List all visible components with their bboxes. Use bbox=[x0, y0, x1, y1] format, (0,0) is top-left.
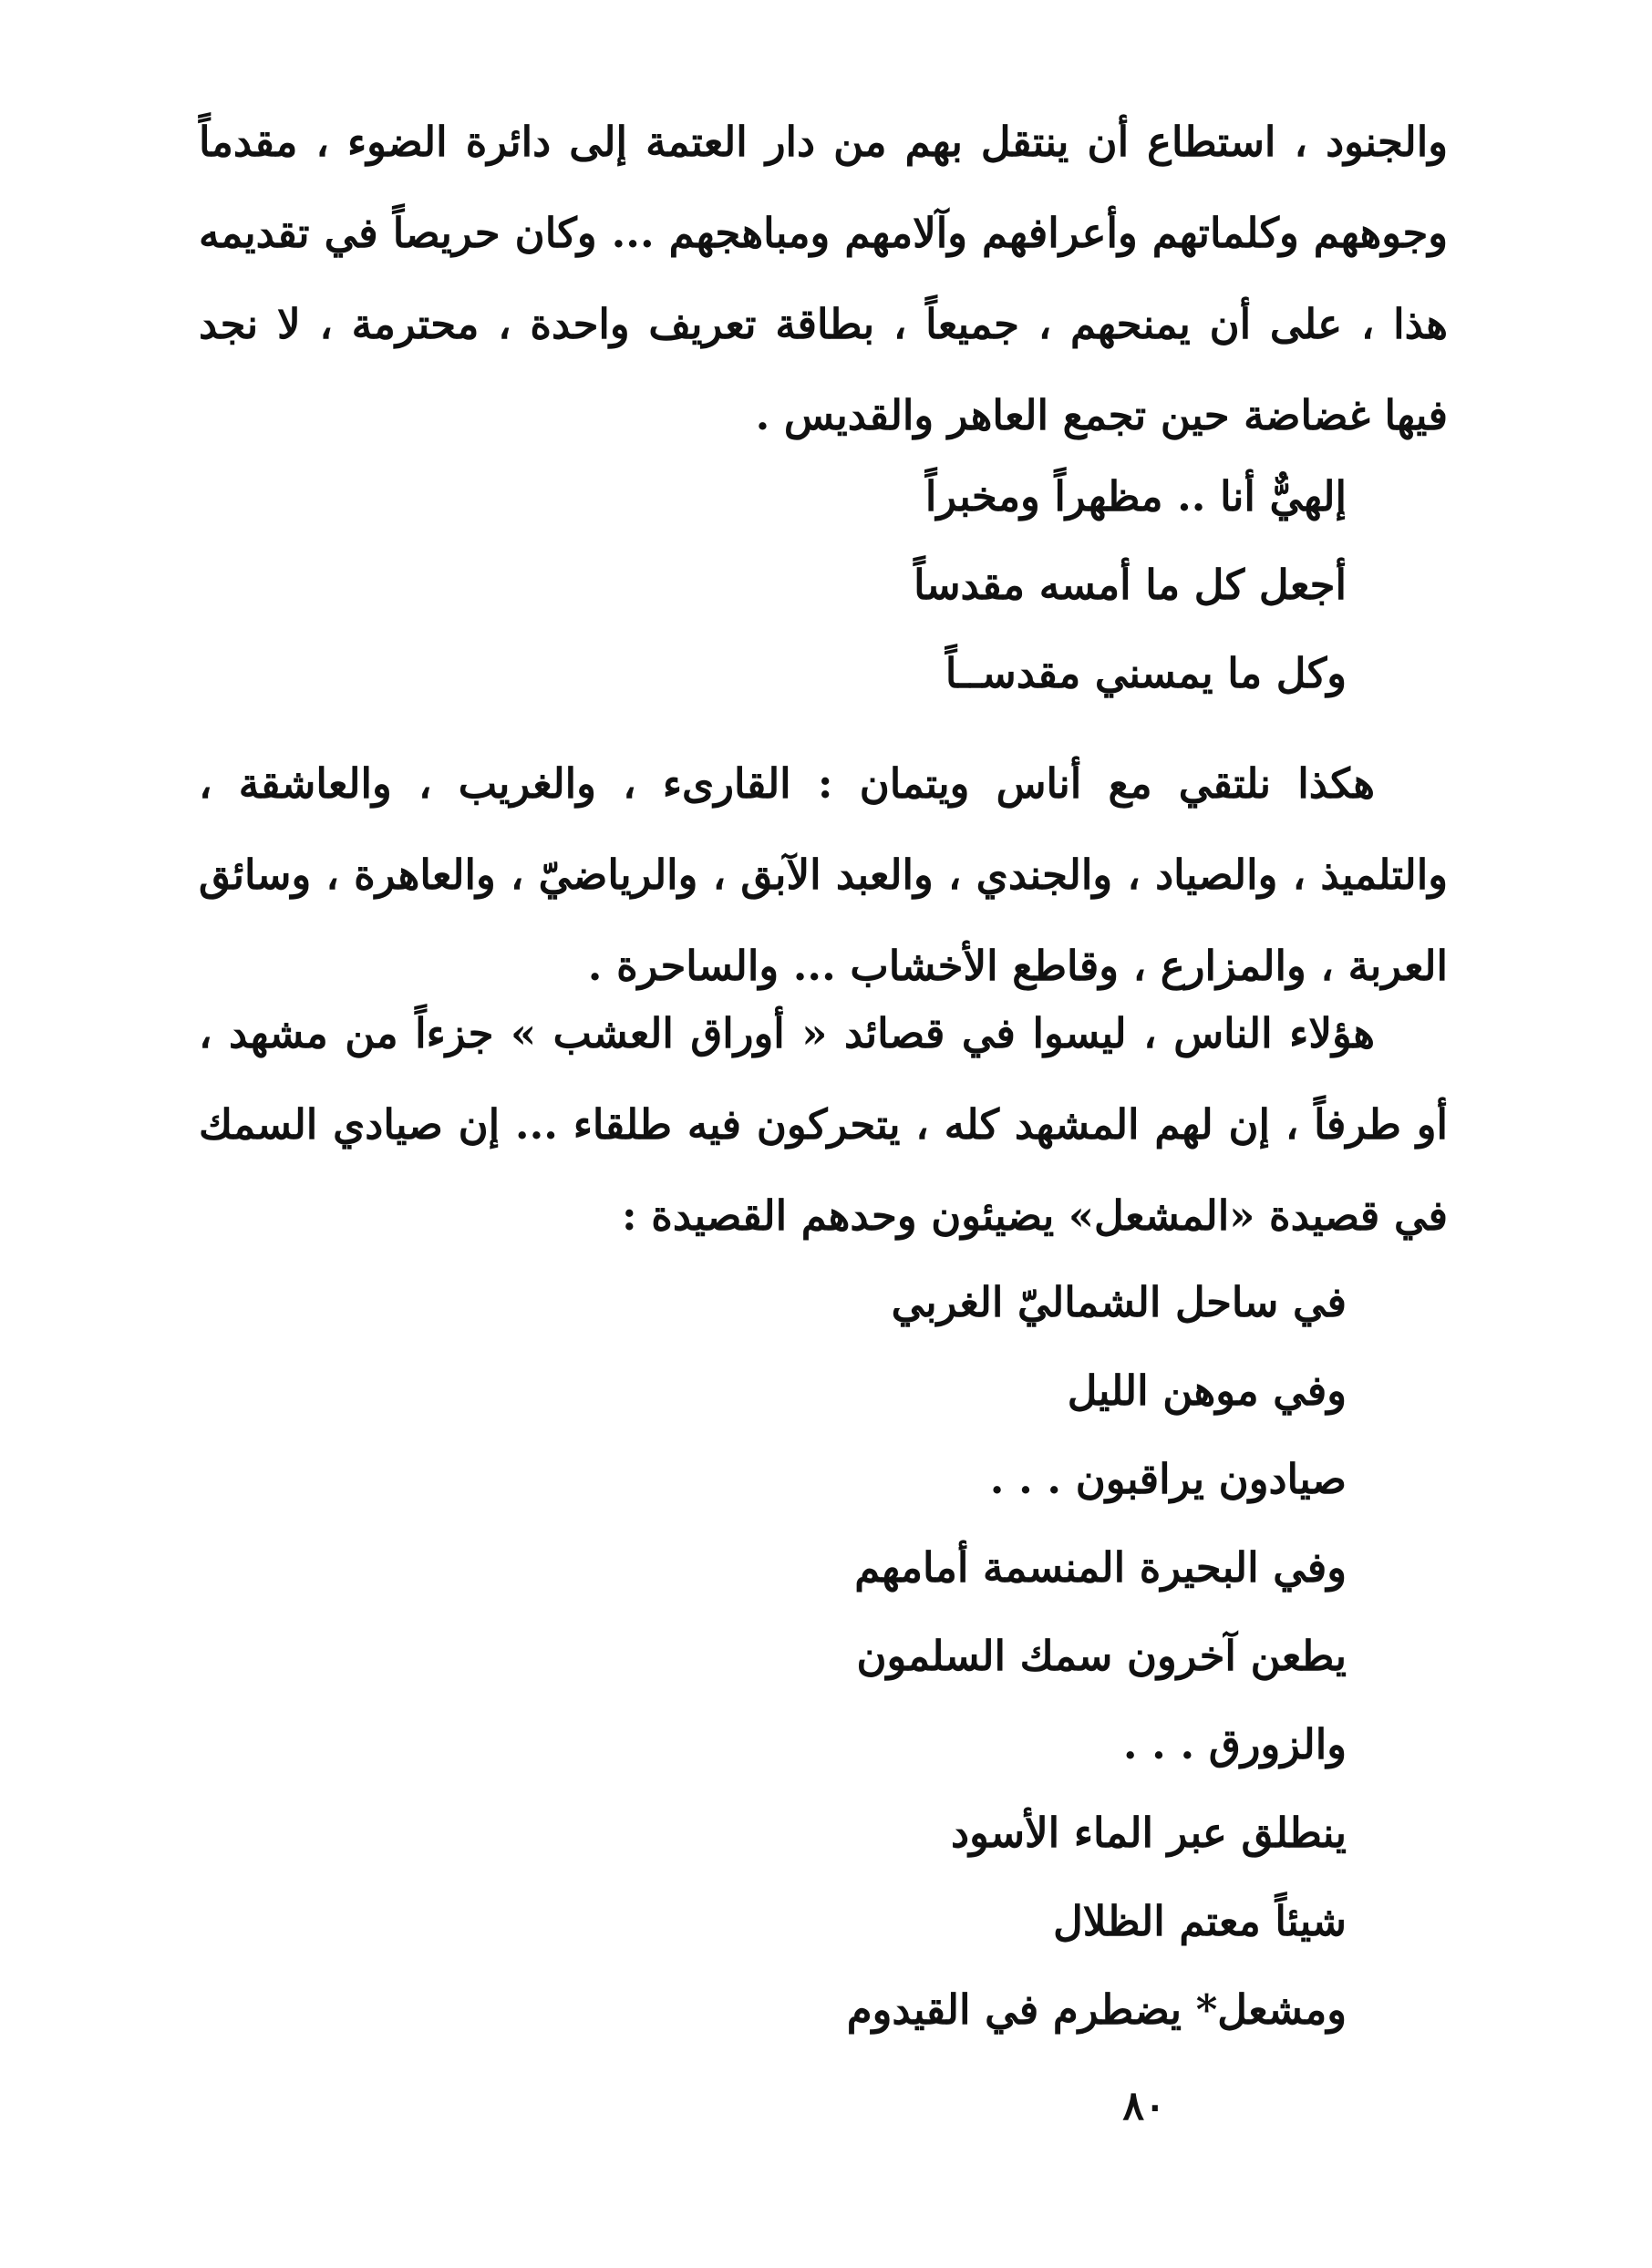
verse-line: والزورق . . . bbox=[1122, 1720, 1347, 1768]
verse-line: إلهيٌّ أنا .. مظهراً ومخبراً bbox=[924, 472, 1347, 521]
verse-line: شيئاً معتم الظلال bbox=[1053, 1897, 1347, 1945]
verse-line: وفي البحيرة المنسمة أمامهم bbox=[854, 1543, 1347, 1592]
verse-line: وكل ما يمسني مقدســاً bbox=[945, 649, 1347, 697]
page-number: ٨٠ bbox=[1122, 2083, 1166, 2129]
verse-quote-torch bbox=[389, 1258, 1347, 2054]
verse-line: ينطلق عبر الماء الأسود bbox=[951, 1809, 1347, 1857]
verse-line: صيادون يراقبون . . . bbox=[989, 1455, 1347, 1503]
verse-line: في ساحل الشماليّ الغربي bbox=[891, 1278, 1347, 1326]
verse-line: وفي موهن الليل bbox=[1067, 1366, 1347, 1415]
paragraph-fishermen: هؤلاء الناس ، ليسوا في قصائد « أوراق العشب » جزءاً من مشهد ، أو طرفاً ، إن لهم المشهد كله ، يتحركون فيه طلقاء ... إن صيادي السمك في قصيدة «المشعل» يضيئون وحدهم القصيدة : bbox=[199, 1009, 1448, 1240]
paragraph-intro: والجنود ، استطاع أن ينتقل بهم من دار العتمة إلى دائرة الضوء ، مقدماً وجوههم وكلماتهم وأعرافهم وآلامهم ومباهجهم ... وكان حريصاً في تقديمه هذا ، على أن يمنحهم ، جميعاً ، بطاقة تعريف واحدة ، محترمة ، لا نجد فيها غضاضة حين تجمع العاهر والقديس . bbox=[199, 118, 1448, 439]
verse-line: يطعن آخرون سمك السلمون bbox=[856, 1632, 1347, 1680]
verse-line: ومشعل* يضطرم في القيدوم bbox=[846, 1985, 1347, 2034]
verse-line: أجعل كل ما أمسه مقدساً bbox=[914, 561, 1347, 609]
verse-quote-divine bbox=[389, 452, 1347, 717]
paragraph-people-list: هكذا نلتقي مع أناس ويتمان : القارىء ، والغريب ، والعاشقة ، والتلميذ ، والصياد ، والجندي ، والعبد الآبق ، والرياضيّ ، والعاهرة ، وسائق العربة ، والمزارع ، وقاطع الأخشاب ... والساحرة . bbox=[199, 759, 1448, 990]
